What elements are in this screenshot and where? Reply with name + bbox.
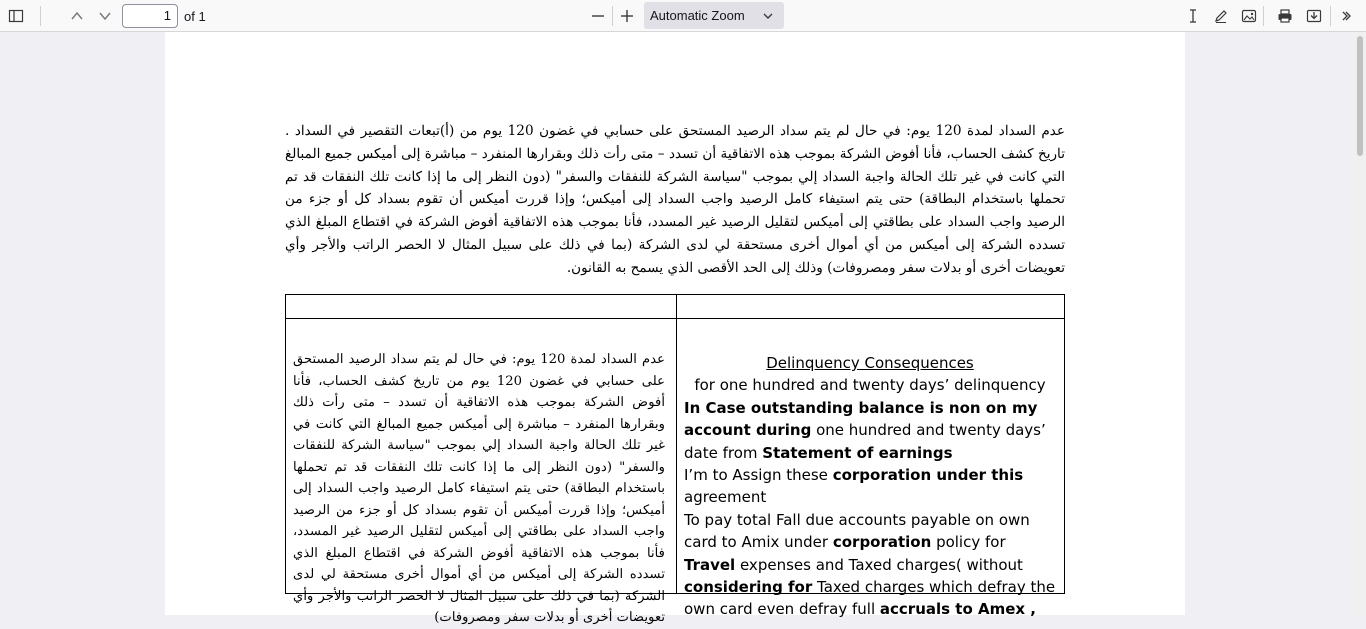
chevron-up-icon[interactable] — [65, 4, 89, 28]
table-column-divider — [676, 295, 677, 593]
minus-icon[interactable] — [586, 4, 610, 28]
text-select-icon[interactable] — [1181, 4, 1205, 28]
table-header-divider — [286, 318, 1064, 319]
english-paragraph-2: I’m to Assign these corporation under this agreement — [684, 466, 1024, 507]
page-number-input[interactable]: 1 — [122, 4, 178, 28]
chevron-down-icon — [762, 2, 774, 33]
table-arabic-cell: عدم السداد لمدة 120 يوم: في حال لم يتم سداد الرصيد المستحق على حسابي في غضون 120 يوم من تاريخ كشف الحساب، فأنا أفوض الشركة بموجب هذه الاتفاقية أن تسدد – متى رأت ذلك وبقرارها المنفرد – مباشرة إلى أميكس جميع المبالغ التي كانت في غير تلك الحالة واجبة السداد إلي بموجب "سياسة الشركة للنفقات والسفر" (دون النظر إلى ما إذا كانت تلك النفقات قد تم تحملها باستخدام البطاقة) حتى يتم استيفاء كامل الرصيد واجب السداد إلى أميكس؛ وإذا قررت أميكس أن تقوم بسداد كل أو جزء من الرصيد واجب السداد على بطاقتي إلى أميكس لتقليل الرصيد غير المسدد، فأنا بموجب هذه الاتفاقية أفوض الشركة في اقتطاع المبلغ الذي تسدده الشركة إلى أميكس من أي أموال أخرى مستحقة لي لدى الشركة (بما في ذلك على سبيل المثال لا الحصر الراتب والأجر وأي تعويضات أخرى أو بدلات سفر ومصروفات) — [293, 352, 666, 625]
english-cell-subtitle: for one hundred and twenty days’ delinquency — [694, 376, 1046, 395]
toolbar-separator — [1263, 6, 1264, 26]
pdf-toolbar — [0, 0, 1366, 32]
sidebar-toggle-icon[interactable] — [4, 4, 28, 28]
table-english-cell — [684, 352, 1056, 621]
scrollbar-thumb[interactable] — [1357, 36, 1363, 156]
zoom-select-value: Automatic Zoom — [650, 8, 745, 23]
chevron-down-icon[interactable] — [93, 4, 117, 28]
print-icon[interactable] — [1273, 4, 1297, 28]
english-cell-title: Delinquency Consequences — [766, 354, 974, 372]
english-paragraph-1: In Case outstanding balance is non on my account during one hundred and twenty days’ date from Statement of earnings — [684, 398, 1046, 462]
image-icon[interactable] — [1237, 4, 1261, 28]
toolbar-separator — [40, 6, 41, 26]
plus-icon[interactable] — [615, 4, 639, 28]
vertical-scrollbar[interactable] — [1354, 32, 1366, 615]
arabic-paragraph: عدم السداد لمدة 120 يوم: في حال لم يتم سداد الرصيد المستحق على حسابي في غضون 120 يوم من (أ)تبعات التقصير في السداد . تاريخ كشف الحساب، فأنا أفوض الشركة بموجب هذه الاتفاقية أن تسدد – متى رأت ذلك وبقرارها المنفرد – مباشرة إلى أميكس جميع المبالغ التي كانت في غير تلك الحالة واجبة السداد إلي بموجب "سياسة الشركة للنفقات والسفر" (دون النظر إلى ما إذا كانت تلك النفقات قد تم تحملها باستخدام البطاقة) حتى يتم استيفاء كامل الرصيد واجب السداد إلى أميكس؛ وإذا قررت أميكس أن تقوم بسداد كل أو جزء من الرصيد واجب السداد على بطاقتي إلى أميكس لتقليل الرصيد غير المسدد، فأنا بموجب هذه الاتفاقية أفوض الشركة في اقتطاع المبلغ الذي تسدده الشركة إلى أميكس من أي أموال أخرى مستحقة لي لدى الشركة (بما في ذلك على سبيل المثال لا الحصر الراتب والأجر وأي تعويضات أخرى أو بدلات سفر ومصروفات) وذلك إلى الحد الأقصى الذي يسمح به القانون. — [285, 123, 1065, 276]
toolbar-separator — [612, 6, 613, 26]
toolbar-separator — [1330, 6, 1331, 26]
zoom-select[interactable] — [644, 2, 784, 29]
download-icon[interactable] — [1302, 4, 1326, 28]
english-paragraph-3: To pay total Fall due accounts payable on own card to Amix under corporation policy for Travel expenses and Taxed charges( without considering for Taxed charges which defray the own card even defray full accruals to Amex , — [684, 510, 1056, 619]
overflow-menu-icon[interactable] — [1336, 4, 1356, 28]
page-count-label: of 1 — [184, 9, 206, 24]
pen-icon[interactable] — [1209, 4, 1233, 28]
